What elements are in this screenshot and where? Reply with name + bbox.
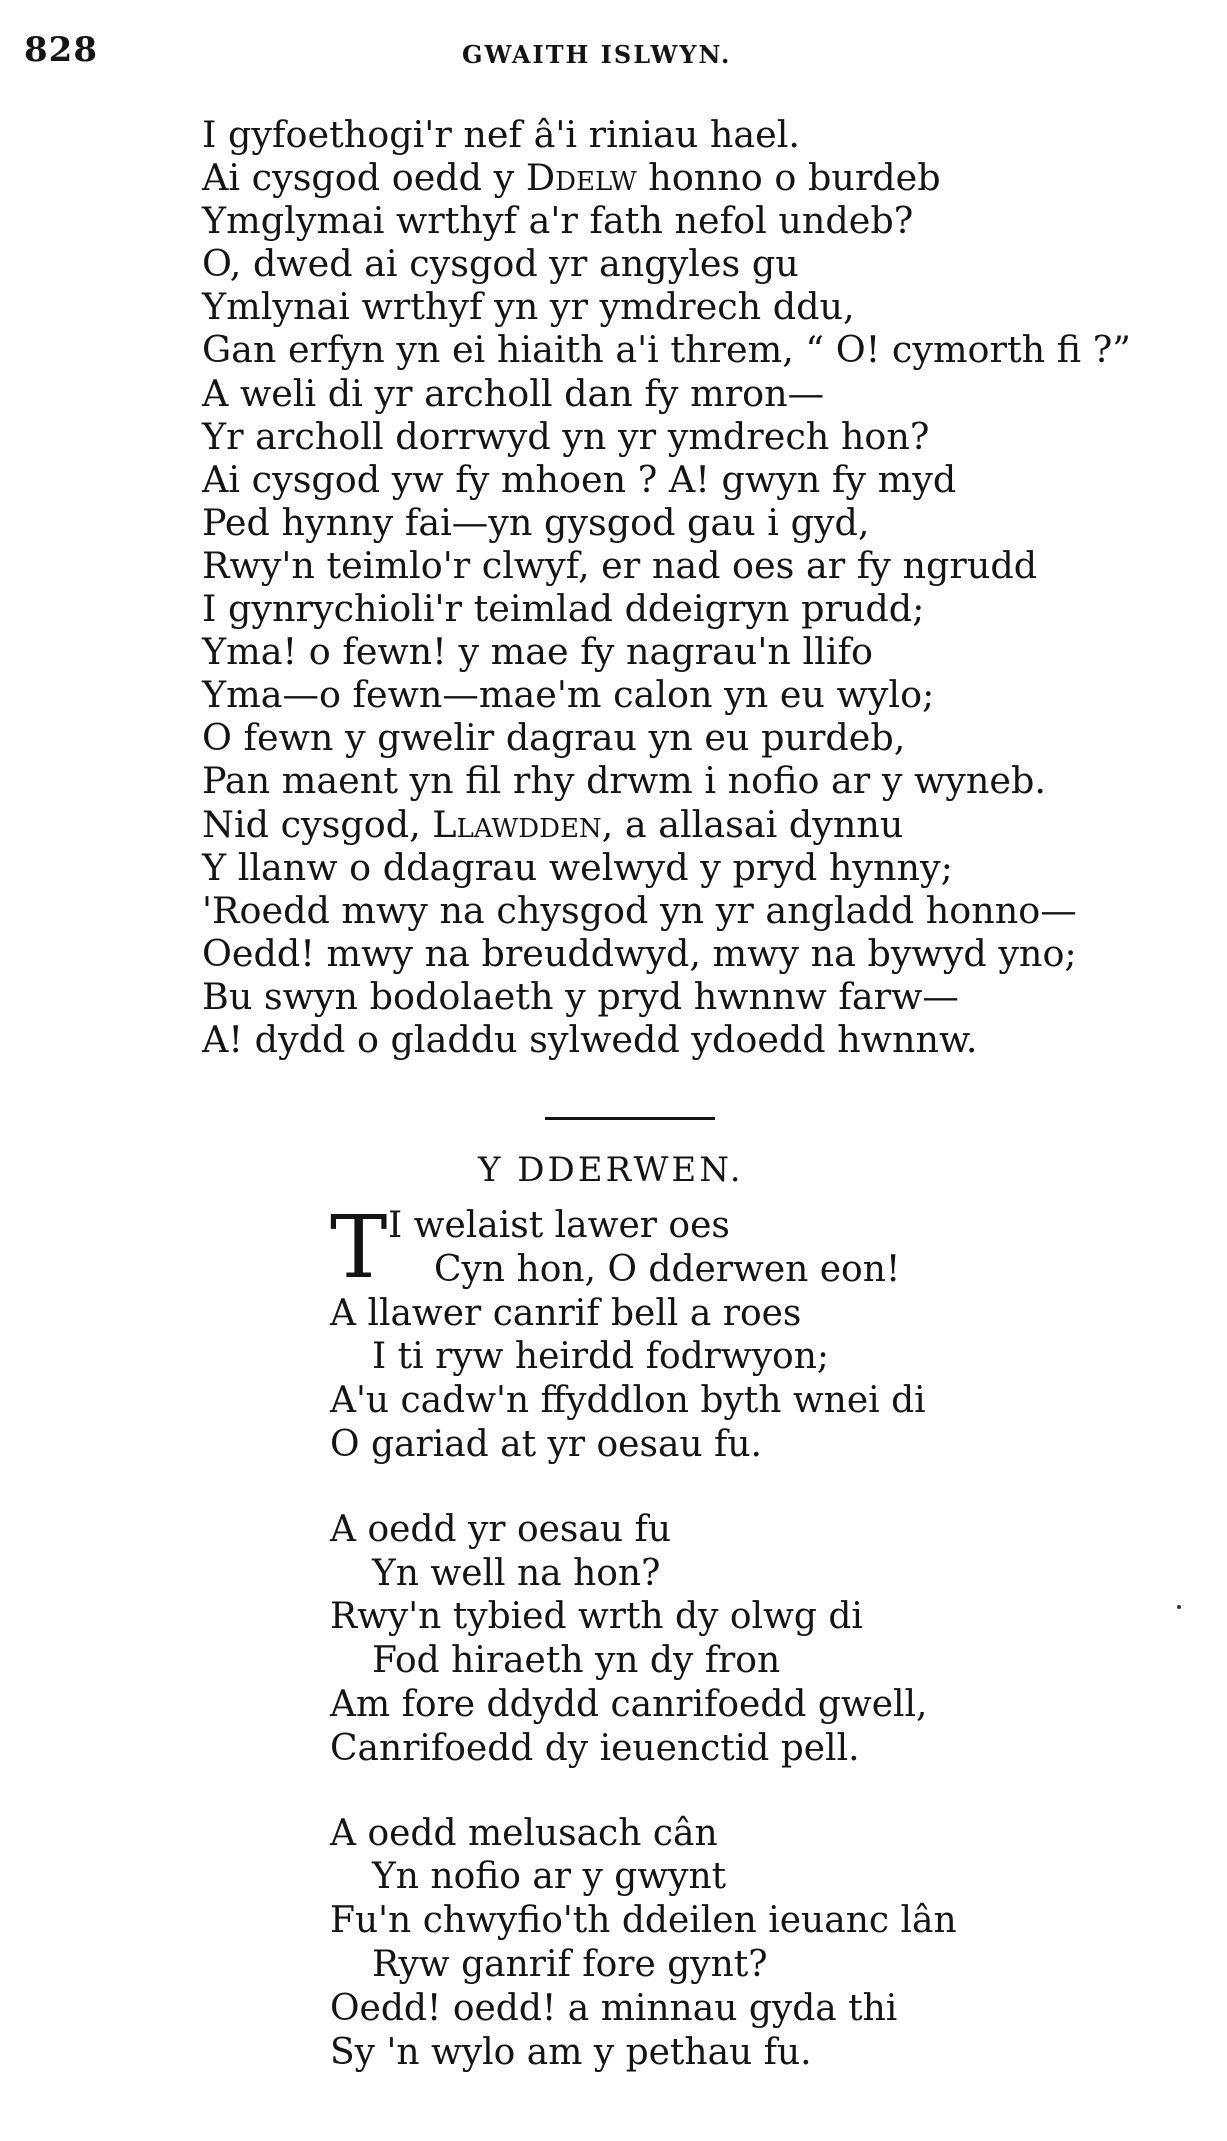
stanza xyxy=(330,1812,1210,2075)
print-speck xyxy=(1177,1605,1181,1609)
verse-line xyxy=(202,328,1202,371)
stanza xyxy=(330,1198,1210,1467)
verse-text: Ai cysgod yw fy mhoen ? A! gwyn fy myd xyxy=(202,457,957,501)
verse-text: Bu swyn bodolaeth y pryd hwnnw farw— xyxy=(202,974,959,1018)
verse-line xyxy=(330,1379,1210,1423)
verse-line xyxy=(330,1727,1210,1771)
verse-text: Pan maent yn fil rhy drwm i nofio ar y wyneb. xyxy=(202,759,1046,803)
verse-text: O gariad at yr oesau fu. xyxy=(330,1423,762,1465)
verse-text: Ymlynai wrthyf yn yr ymdrech ddu, xyxy=(202,285,855,329)
verse-line xyxy=(330,1812,1210,1856)
verse-text: Fod hiraeth yn dy fron xyxy=(372,1640,781,1682)
verse-line xyxy=(202,846,1202,889)
verse-line xyxy=(202,975,1202,1018)
running-head: GWAITH ISLWYN. xyxy=(462,40,732,69)
verse-text: Ryw ganrif fore gynt? xyxy=(372,1943,768,1985)
verse-line xyxy=(202,242,1202,285)
verse-line xyxy=(202,587,1202,630)
verse-line xyxy=(202,544,1202,587)
verse-text: A weli di yr archoll dan fy mron— xyxy=(202,371,825,415)
verse-text: Rwy'n tybied wrth dy olwg di xyxy=(330,1596,863,1638)
verse-text: 'Roedd mwy na chysgod yn yr angladd honno— xyxy=(202,888,1077,932)
verse-text: Gan erfyn yn ei hiaith a'i threm, “ O! cymorth fi ?” xyxy=(202,328,1131,372)
verse-line xyxy=(202,156,1202,199)
verse-text: , a allasai dynnu xyxy=(601,802,904,846)
section-divider-rule xyxy=(545,1117,715,1120)
stanza xyxy=(330,1508,1210,1771)
verse-line xyxy=(330,1639,1210,1683)
verse-line xyxy=(202,113,1202,156)
verse-line xyxy=(202,415,1202,458)
verse-line xyxy=(202,285,1202,328)
verse-line xyxy=(202,1018,1202,1061)
verse-text: I gyfoethogi'r nef â'i riniau hael. xyxy=(202,113,800,156)
verse-text: Canrifoedd dy ieuenctid pell. xyxy=(330,1727,860,1769)
drop-cap: T xyxy=(330,1198,388,1298)
verse-text: O fewn y gwelir dagrau yn eu purdeb, xyxy=(202,716,906,760)
verse-line xyxy=(330,1595,1210,1639)
verse-text: Oedd! oedd! a minnau gyda thi xyxy=(330,1987,898,2029)
verse-text: Yn nofio ar y gwynt xyxy=(372,1856,727,1898)
verse-text: I ti ryw heirdd fodrwyon; xyxy=(372,1336,830,1378)
verse-line xyxy=(202,199,1202,242)
verse-line xyxy=(202,889,1202,932)
verse-text: A! dydd o gladdu sylwedd ydoedd hwnnw. xyxy=(202,1017,978,1061)
verse-text: Ai cysgod oedd y xyxy=(202,156,526,200)
verse-line xyxy=(202,673,1202,716)
verse-text: A llawer canrif bell a roes xyxy=(330,1292,802,1334)
verse-text: Yn well na hon? xyxy=(372,1552,661,1594)
verse-text: A oedd yr oesau fu xyxy=(330,1508,671,1550)
poem-y-dderwen xyxy=(330,1198,1210,2115)
verse-text: I gynrychioli'r teimlad ddeigryn prudd; xyxy=(202,587,925,631)
verse-text: O, dwed ai cysgod yr angyles gu xyxy=(202,242,799,286)
verse-line xyxy=(330,1855,1210,1899)
verse-text: honno o burdeb xyxy=(636,156,941,200)
verse-line xyxy=(330,2031,1210,2075)
verse-line xyxy=(202,803,1202,846)
verse-line xyxy=(330,1987,1210,2031)
verse-text: A oedd melusach cân xyxy=(330,1812,718,1854)
small-caps-name: Llawdden xyxy=(432,802,602,846)
verse-line xyxy=(330,1899,1210,1943)
verse-line xyxy=(330,1423,1210,1467)
poem-title: Y DDERWEN. xyxy=(478,1150,744,1190)
verse-text: Cyn hon, O dderwen eon! xyxy=(434,1248,901,1290)
verse-line xyxy=(330,1683,1210,1727)
verse-line xyxy=(330,1335,1210,1379)
verse-text: I welaist lawer oes xyxy=(388,1205,730,1246)
verse-text: Yma—o fewn—mae'm calon yn eu wylo; xyxy=(202,673,935,717)
page-header xyxy=(0,30,1227,70)
verse-line xyxy=(330,1552,1210,1596)
verse-text: Rwy'n teimlo'r clwyf, er nad oes ar fy ngrudd xyxy=(202,543,1038,587)
verse-line xyxy=(202,372,1202,415)
verse-text: Yma! o fewn! y mae fy nagrau'n llifo xyxy=(202,630,873,674)
verse-text: Y llanw o ddagrau welwyd y pryd hynny; xyxy=(202,845,953,889)
verse-text: Sy 'n wylo am y pethau fu. xyxy=(330,2031,812,2073)
verse-text: A'u cadw'n ffyddlon byth wnei di xyxy=(330,1380,926,1422)
page-number: 828 xyxy=(24,30,98,70)
poem-continuation xyxy=(202,113,1202,1061)
verse-line xyxy=(202,716,1202,759)
verse-text: Fu'n chwyfio'th ddeilen ieuanc lân xyxy=(330,1900,957,1942)
verse-line xyxy=(330,1292,1210,1336)
verse-text: Oedd! mwy na breuddwyd, mwy na bywyd yno; xyxy=(202,931,1077,975)
verse-line xyxy=(202,458,1202,501)
small-caps-name: Ddelw xyxy=(525,156,637,200)
verse-line xyxy=(202,759,1202,802)
verse-line xyxy=(330,1508,1210,1552)
verse-line xyxy=(202,932,1202,975)
verse-line xyxy=(330,1248,1210,1292)
verse-text: Am fore ddydd canrifoedd gwell, xyxy=(330,1683,928,1725)
verse-text: Nid cysgod, xyxy=(202,802,433,846)
verse-line xyxy=(202,501,1202,544)
verse-line xyxy=(202,630,1202,673)
verse-line xyxy=(330,1943,1210,1987)
verse-text: Ymglymai wrthyf a'r fath nefol undeb? xyxy=(202,199,914,243)
verse-text: Yr archoll dorrwyd yn yr ymdrech hon? xyxy=(202,414,930,458)
verse-text: Ped hynny fai—yn gysgod gau i gyd, xyxy=(202,500,870,544)
